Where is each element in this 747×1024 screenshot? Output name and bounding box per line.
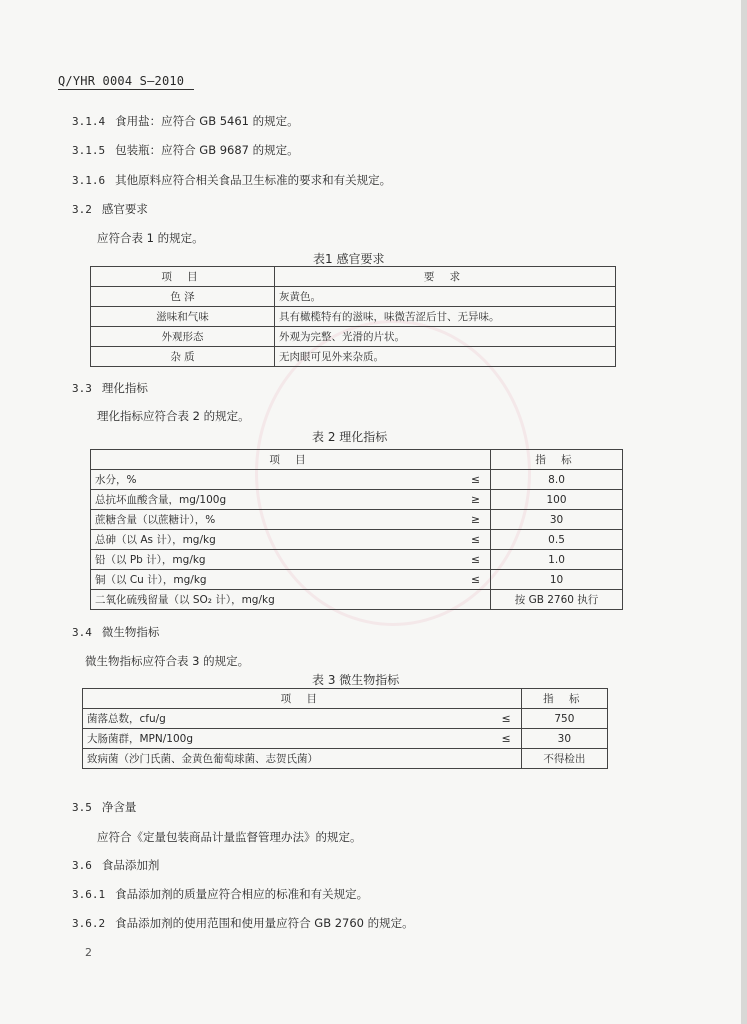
section-title: 食品添加剂 — [101, 858, 160, 872]
table-cell: ≤ — [487, 709, 522, 729]
section-title: 感官要求 — [101, 202, 148, 216]
section-3-3-body: 理化指标应符合表 2 的规定。 — [97, 409, 250, 423]
table-row — [83, 729, 608, 749]
table-cell: ≤ — [456, 550, 491, 570]
table1-header-item: 项 目 — [91, 267, 275, 287]
table-cell: 总砷（以 As 计），mg/kg — [91, 530, 457, 550]
table-row — [91, 347, 616, 367]
clause-number: 3.1.6 — [72, 174, 106, 187]
table-cell: ≥ — [456, 510, 491, 530]
section-3-5-body: 应符合《定量包装商品计量监督管理办法》的规定。 — [97, 830, 362, 844]
table-row — [91, 307, 616, 327]
clause-text: 其他原料应符合相关食品卫生标准的要求和有关规定。 — [115, 173, 392, 187]
table-cell: 杂 质 — [91, 347, 275, 367]
clause-text: 食用盐：应符合 GB 5461 的规定。 — [115, 114, 299, 128]
section-number: 3.3 — [72, 382, 92, 395]
table-row — [91, 550, 623, 570]
table-cell: 按 GB 2760 执行 — [491, 590, 623, 610]
section-number: 3.4 — [72, 626, 92, 639]
table-cell — [456, 590, 491, 610]
table-cell: 1.0 — [491, 550, 623, 570]
table-row — [91, 510, 623, 530]
table-cell — [487, 749, 522, 769]
clause-text: 食品添加剂的质量应符合相应的标准和有关规定。 — [115, 887, 369, 901]
section-title: 理化指标 — [101, 381, 148, 395]
table1-caption: 表1 感官要求 — [313, 252, 385, 266]
table-cell: 致病菌（沙门氏菌、金黄色葡萄球菌、志贺氏菌） — [83, 749, 487, 769]
table-cell: 灰黄色。 — [275, 287, 616, 307]
section-number: 3.2 — [72, 203, 92, 216]
table2-header-item: 项 目 — [91, 450, 491, 470]
table-cell: 铜（以 Cu 计），mg/kg — [91, 570, 457, 590]
section-title: 微生物指标 — [101, 625, 160, 639]
clause-3-1-5 — [72, 142, 299, 158]
table-row — [83, 709, 608, 729]
table-row — [83, 749, 608, 769]
clause-3-6-2 — [72, 915, 414, 931]
table-cell: 外观为完整、光滑的片状。 — [275, 327, 616, 347]
table3-header-item: 项 目 — [83, 689, 522, 709]
table-cell: 10 — [491, 570, 623, 590]
table2-header-index: 指 标 — [491, 450, 623, 470]
table-row — [91, 530, 623, 550]
table-cell: 不得检出 — [521, 749, 607, 769]
section-3-2-heading — [72, 201, 148, 217]
table-cell: ≤ — [487, 729, 522, 749]
table2-physicochemical — [90, 449, 623, 610]
table1-header-requirement: 要 求 — [275, 267, 616, 287]
table-cell: 无肉眼可见外来杂质。 — [275, 347, 616, 367]
section-3-4-body: 微生物指标应符合表 3 的规定。 — [85, 654, 250, 668]
clause-3-1-4 — [72, 113, 299, 129]
table-cell: 750 — [521, 709, 607, 729]
clause-3-6-1 — [72, 886, 368, 902]
table-cell: 0.5 — [491, 530, 623, 550]
section-3-4-heading — [72, 624, 159, 640]
section-3-3-heading — [72, 380, 148, 396]
table-cell: 色 泽 — [91, 287, 275, 307]
clause-text: 食品添加剂的使用范围和使用量应符合 GB 2760 的规定。 — [115, 916, 414, 930]
clause-number: 3.1.4 — [72, 115, 106, 128]
page-edge — [741, 0, 747, 1024]
clause-3-1-6 — [72, 172, 391, 188]
table-cell: 30 — [491, 510, 623, 530]
table-cell: 水分，% — [91, 470, 457, 490]
table-cell: 具有橄榄特有的滋味，味微苦涩后甘、无异味。 — [275, 307, 616, 327]
table2-caption: 表 2 理化指标 — [312, 430, 388, 444]
page-number: 2 — [85, 946, 92, 959]
section-3-5-heading — [72, 799, 136, 815]
table-cell: 外观形态 — [91, 327, 275, 347]
clause-number: 3.1.5 — [72, 144, 106, 157]
section-number: 3.6 — [72, 859, 92, 872]
table-cell: 总抗坏血酸含量，mg/100g — [91, 490, 457, 510]
section-number: 3.5 — [72, 801, 92, 814]
section-3-6-heading — [72, 857, 159, 873]
section-3-2-body: 应符合表 1 的规定。 — [97, 231, 204, 245]
clause-text: 包装瓶：应符合 GB 9687 的规定。 — [115, 143, 299, 157]
table-cell: 100 — [491, 490, 623, 510]
table-row — [91, 287, 616, 307]
table1-sensory — [90, 266, 616, 367]
table3-header-index: 指 标 — [521, 689, 607, 709]
table-cell: ≤ — [456, 570, 491, 590]
table-cell: ≥ — [456, 490, 491, 510]
table3-caption: 表 3 微生物指标 — [312, 673, 400, 687]
table3-microbiological — [82, 688, 608, 769]
document-code: Q/YHR 0004 S—2010 — [58, 74, 194, 90]
table-row — [91, 570, 623, 590]
table-row — [91, 327, 616, 347]
table-cell: 滋味和气味 — [91, 307, 275, 327]
table-row — [91, 490, 623, 510]
table-cell: ≤ — [456, 470, 491, 490]
table-row — [91, 590, 623, 610]
section-title: 净含量 — [101, 800, 137, 814]
table-cell: 8.0 — [491, 470, 623, 490]
table-cell: 铅（以 Pb 计），mg/kg — [91, 550, 457, 570]
table-cell: 30 — [521, 729, 607, 749]
clause-number: 3.6.1 — [72, 888, 106, 901]
table-row — [91, 470, 623, 490]
table-cell: 大肠菌群，MPN/100g — [83, 729, 487, 749]
table-cell: 蔗糖含量（以蔗糖计），% — [91, 510, 457, 530]
table-cell: ≤ — [456, 530, 491, 550]
table-cell: 菌落总数，cfu/g — [83, 709, 487, 729]
clause-number: 3.6.2 — [72, 917, 106, 930]
table-cell: 二氧化硫残留量（以 SO₂ 计），mg/kg — [91, 590, 457, 610]
